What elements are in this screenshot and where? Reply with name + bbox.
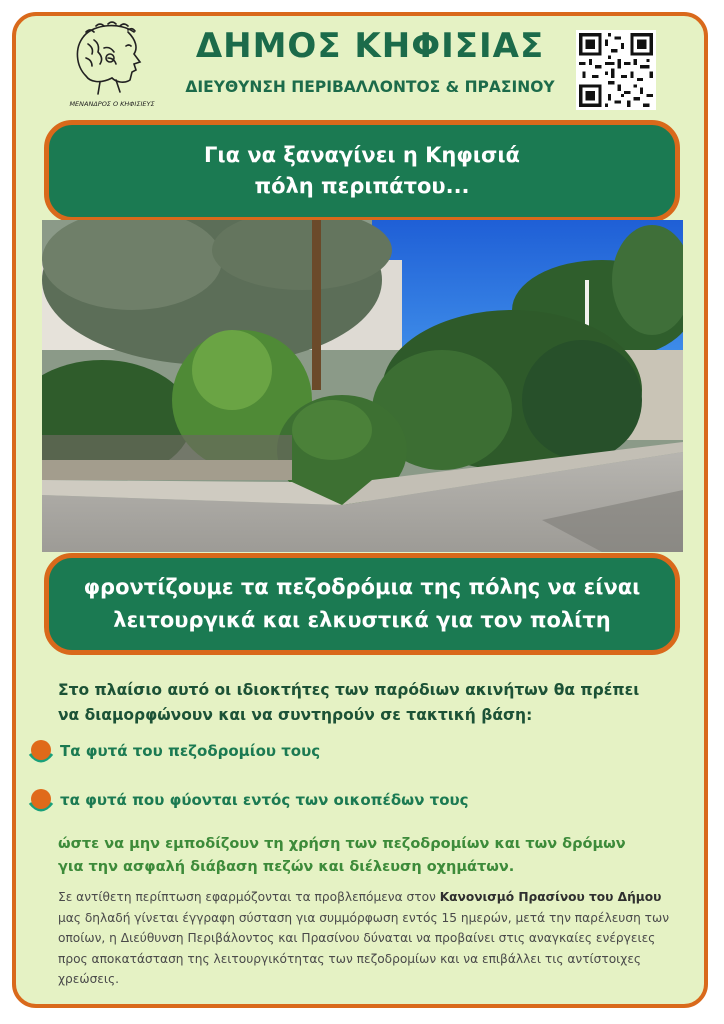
qr-code-icon[interactable] <box>576 30 656 110</box>
headline-line-2: πόλη περιπάτου... <box>254 174 470 198</box>
bullet-text: τα φυτά που φύονται εντός των οικοπέδων τους <box>60 791 469 809</box>
intro-line-2: να διαμορφώνουν και να συντηρούν σε τακτική βάση: <box>58 706 533 724</box>
headline-line-1: Για να ξαναγίνει η Κηφισιά <box>204 143 520 167</box>
orange-dot-bullet-icon <box>28 738 54 766</box>
intro-text <box>58 678 678 728</box>
green-regulation-reference: Κανονισμό Πρασίνου του Δήμου <box>439 890 662 904</box>
logo-caption: ΜΕΝΑΝΔΡΟΣ Ο ΚΗΦΙΣΙΕΥΣ <box>69 100 155 108</box>
message-line-2: λειτουργικά και ελκυστικά για τον πολίτη <box>113 608 611 632</box>
page-title: ΔΗΜΟΣ ΚΗΦΙΣΙΑΣ <box>195 26 545 66</box>
bullet-text: Τα φυτά του πεζοδρομίου τους <box>60 742 321 760</box>
fine-print-part-1: Σε αντίθετη περίπτωση εφαρμόζονται τα προβλεπόμενα στον <box>58 890 440 904</box>
headline-banner <box>44 120 680 222</box>
orange-dot-bullet-icon <box>28 787 54 815</box>
fine-print <box>58 887 678 990</box>
message-line-1: φροντίζουμε τα πεζοδρόμια της πόλης να είναι <box>83 575 641 599</box>
street-sidewalk-trees-photo-icon <box>42 220 683 552</box>
intro-line-1: Στο πλαίσιο αυτό οι ιδιοκτήτες των παρόδιων ακινήτων θα πρέπει <box>58 681 640 699</box>
message-banner <box>44 553 680 655</box>
fine-print-part-2: μας δηλαδή γίνεται έγγραφη σύσταση για συμμόρφωση εντός 15 ημερών, μετά την παρέλευση των οποίων, η Διεύθυνση Περιβάλοντος και Πρασίνου δύναται να προβαίνει στις αναγκαίες ενέργειες προς αποκατάσταση της λειτουργικότητας των πεζοδρομίων και να επιβάλλει τις αντίστοιχες χρεώσεις. <box>58 910 670 986</box>
consequence-text <box>58 833 678 879</box>
page-subtitle: ΔΙΕΥΘΥΝΣΗ ΠΕΡΙΒΑΛΛΟΝΤΟΣ & ΠΡΑΣΙΝΟΥ <box>185 78 555 96</box>
consequence-line-2: για την ασφαλή διάβαση πεζών και διέλευση οχημάτων. <box>58 859 515 875</box>
list-item <box>28 787 628 817</box>
list-item <box>28 738 628 768</box>
consequence-line-1: ώστε να μην εμποδίζουν τη χρήση των πεζοδρομίων και των δρόμων <box>58 836 626 852</box>
menander-logo-icon <box>64 18 160 110</box>
